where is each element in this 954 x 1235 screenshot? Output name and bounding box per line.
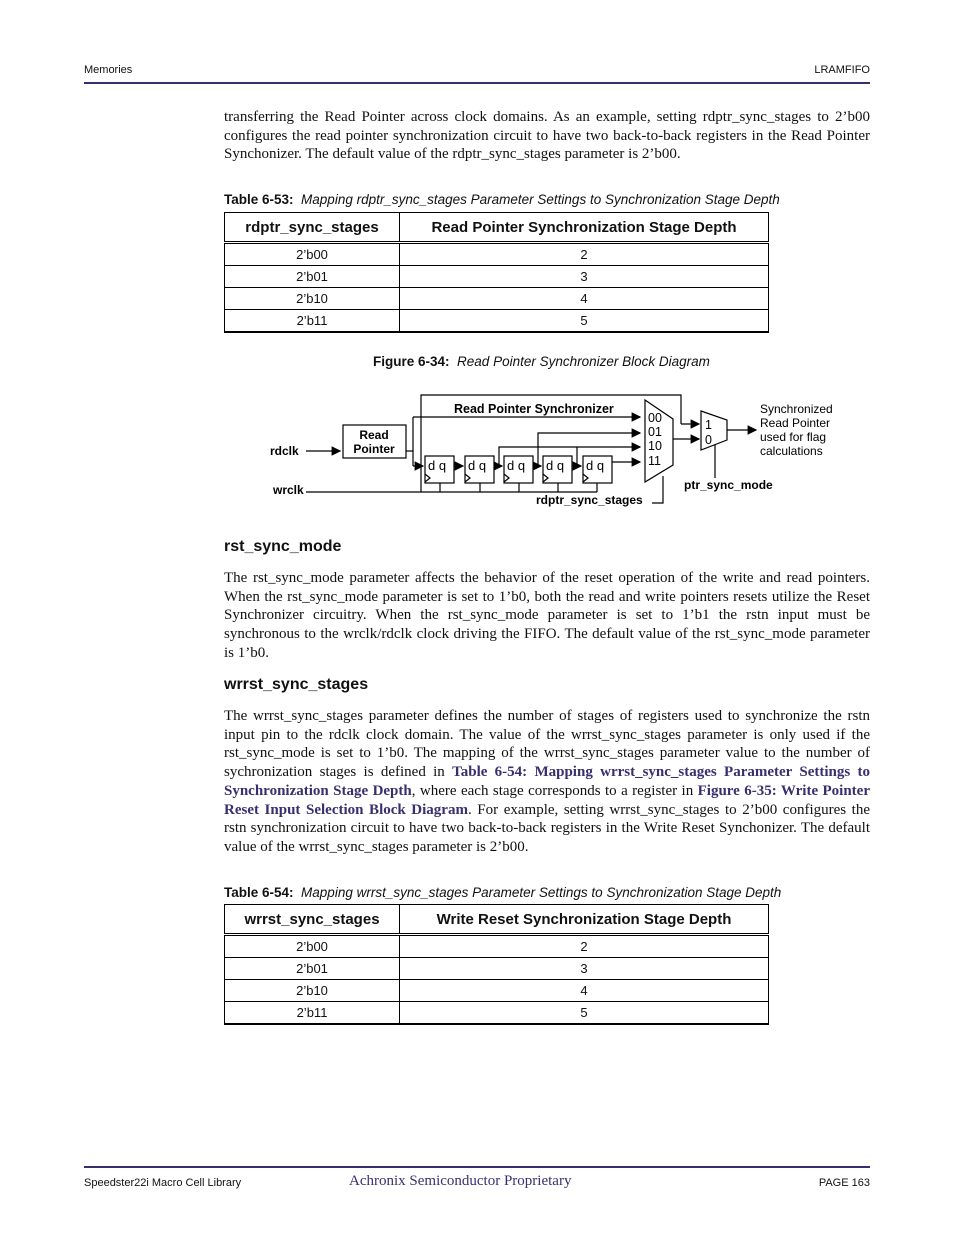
table-54 [224,904,769,1025]
footer-page-number: PAGE 163 [818,1177,870,1189]
wrrst-sync-stages-paragraph [224,707,870,857]
header-section-title: Memories [84,64,133,76]
mux4-input-01: 01 [648,425,662,439]
wrrst-sync-stages-heading: wrrst_sync_stages [224,676,369,693]
table-54-link[interactable]: Table 6-54: Mapping wrrst_sync_stages Parameter Settings to Synchronization Stage Depth [224,764,870,799]
output-label-3: used for flag [760,430,827,444]
paragraph-text: . For example, setting wrrst_sync_stages to 2’b00 configures the rstn synchronization circuit to have two back-to-back registers in the Write Reset Synchonizer. The default value of the wrrst_sync_stages parameter is 2’b00. [224,801,871,855]
column-header: Write Reset Synchronization Stage Depth [400,905,769,935]
table-53-caption-text: Mapping rdptr_sync_stages Parameter Settings to Synchronization Stage Depth [301,192,780,207]
wrclk-label: wrclk [273,483,304,497]
intro-paragraph: transferring the Read Pointer across clock domains. As an example, setting rdptr_sync_stages to 2’b00 configures the read pointer synchronization circuit to have two back-to-back registers in the Read Pointer Synchonizer. The default value of the rdptr_sync_stages parameter is 2’b00. [224,109,870,163]
header-doc-title: LRAMFIFO [814,64,870,76]
register-5-label: d q [586,458,605,473]
paragraph-text: , where each stage corresponds to a register in [411,782,698,799]
mux2-input-1: 1 [705,418,712,432]
table-53-caption-label: Table 6-53: [224,192,294,207]
column-header: rdptr_sync_stages [225,213,400,243]
rst-sync-mode-paragraph: The rst_sync_mode parameter affects the behavior of the reset operation of the write and read pointers. When the rst_sync_mode parameter is set to 1’b0, both the read and write pointers resets utilize the Reset Synchronizer circuitry. When the rst_sync_mode parameter is set to 1’b1 the rstn input must be synchronous to the wrclk/rdclk clock driving the FIFO. The default value of the rst_sync_mode parameter is 1’b0. [224,570,870,661]
table-cell: 3 [400,958,769,980]
register-1-label: d q [428,458,447,473]
table-header-row [225,905,769,935]
table-cell: 2’b11 [225,1002,400,1025]
rdclk-label: rdclk [270,444,299,458]
register-4-label: d q [546,458,565,473]
output-label-4: calculations [760,444,823,458]
mux4-input-00: 00 [648,411,662,425]
register-3-label: d q [507,458,526,473]
rdptr-sync-stages-label: rdptr_sync_stages [536,493,643,507]
table-54-caption [224,885,781,900]
table-cell: 3 [400,266,769,288]
figure-34-caption-label: Figure 6-34: [373,354,450,369]
table-cell: 2’b00 [225,243,400,266]
column-header: Read Pointer Synchronization Stage Depth [400,213,769,243]
table-row [225,958,769,980]
table-54-caption-text: Mapping wrrst_sync_stages Parameter Settings to Synchronization Stage Depth [301,885,782,900]
table-cell: 5 [400,310,769,333]
output-label-2: Read Pointer [760,416,831,430]
footer-proprietary: Achronix Semiconductor Proprietary [349,1173,572,1189]
column-header: wrrst_sync_stages [225,905,400,935]
mux4-input-10: 10 [648,439,662,453]
table-cell: 2’b00 [225,935,400,958]
read-pointer-label-2: Pointer [353,442,395,456]
synchronizer-title: Read Pointer Synchronizer [454,402,614,416]
read-pointer-label-1: Read [359,428,389,442]
table-cell: 2’b01 [225,266,400,288]
table-cell: 2’b01 [225,958,400,980]
footer-rule [84,1166,870,1168]
table-54-caption-label: Table 6-54: [224,885,294,900]
table-cell: 2’b10 [225,288,400,310]
figure-34-caption-text: Read Pointer Synchronizer Block Diagram [457,354,710,369]
table-cell: 2 [400,935,769,958]
register-2-label: d q [468,458,487,473]
figure-35-link[interactable]: Figure 6-35: Write Pointer Reset Input Selection Block Diagram [224,782,870,818]
table-cell: 4 [400,288,769,310]
mux4-input-11: 11 [648,454,661,468]
table-cell: 2’b11 [225,310,400,333]
table-cell: 2 [400,243,769,266]
table-cell: 4 [400,980,769,1002]
table-row [225,1002,769,1025]
mux2-input-0: 0 [705,433,712,447]
table-row [225,980,769,1002]
footer-library-name: Speedster22i Macro Cell Library [84,1177,242,1189]
table-cell: 5 [400,1002,769,1025]
ptr-sync-mode-label: ptr_sync_mode [684,478,773,492]
table-cell: 2’b10 [225,980,400,1002]
table-row [225,935,769,958]
output-label-1: Synchronized [760,402,833,416]
paragraph-text: The wrrst_sync_stages parameter defines the number of stages of registers used to synchronize the rstn input pin to the rdclk clock domain. The value of the wrrst_sync_stages parameter is only used if the rst_sync_mode is set to 1’b0. The mapping of the wrrst_sync_stages parameter value to the number of sychronization stages is defined in [224,708,870,781]
rst-sync-mode-heading: rst_sync_mode [224,538,342,555]
